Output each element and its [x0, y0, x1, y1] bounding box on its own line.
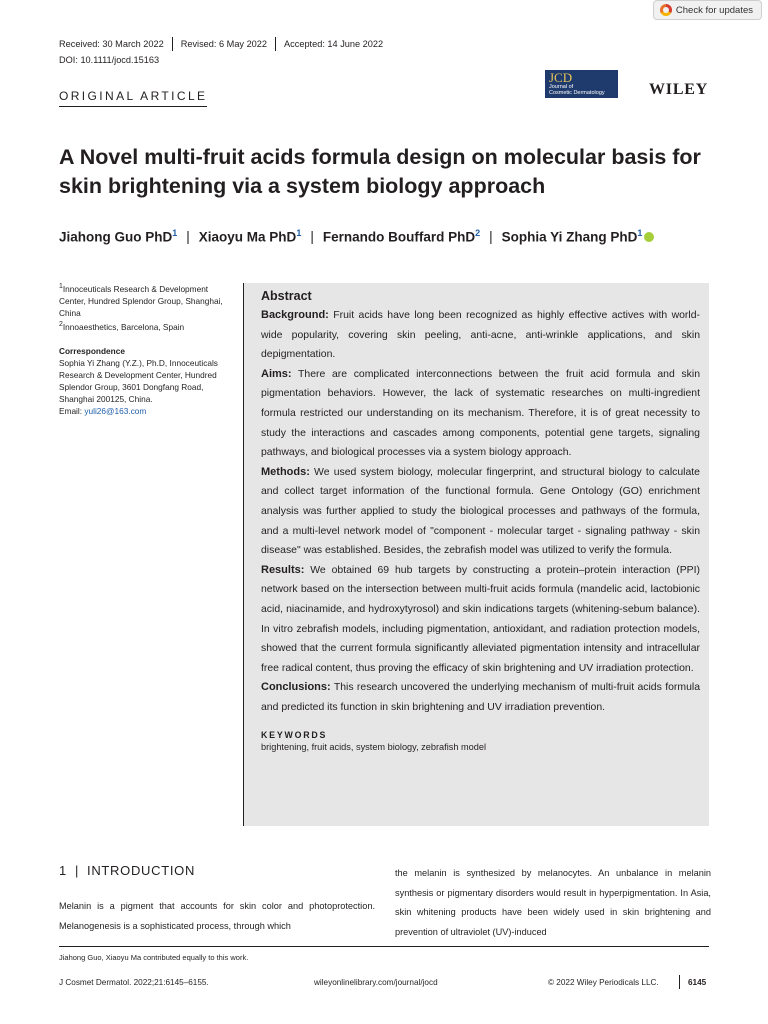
paper-title: A Novel multi-fruit acids formula design on molecular basis for skin brightening via a system biology approach [59, 145, 701, 198]
author[interactable]: Fernando Bouffard PhD$^2$ [322, 228, 481, 245]
page-number: 6145 [688, 978, 707, 987]
doi[interactable]: DOI: 10.1111/jocd.15163 [59, 55, 160, 65]
copyright: © 2022 Wiley Periodicals LLC. [548, 978, 659, 987]
history-dates [59, 37, 383, 51]
crossmark-icon [660, 4, 672, 16]
publisher-logo[interactable]: WILEY [649, 81, 709, 98]
correspondence-text: Sophia Yi Zhang (Y.Z.), Ph.D, Innoceuticals Research & Development Center, Hundred Splendor Group, 3601 Dongfang Road, Shanghai 200125, China. [59, 357, 218, 404]
journal-logo[interactable]: JCD Journal of Cosmetic Dermatology [545, 70, 618, 98]
divider [172, 37, 173, 51]
abstract-aims: Aims: There are complicated interconnections between the fruit acid formula and skin pigmentation behaviors. However, the lack of systematic researches on multi-ingredient formula restricted our understanding on its mechanism. Therefore, it is of great necessity to study the interactions and cascades among components, potential gene targets, signaling pathways, and biological processes via a system biology approach. [261, 367, 700, 459]
article-type: ORIGINAL ARTICLE [59, 89, 207, 107]
affiliations [59, 281, 237, 417]
divider: | [186, 228, 190, 244]
footnote-rule [59, 946, 709, 947]
keywords-heading: KEYWORDS [261, 730, 328, 741]
correspondence-heading: Correspondence [59, 345, 125, 356]
abstract-background: Background: Fruit acids have long been recognized as highly effective actives with world-wide popularity, covering skin peeling, anti-acne, anti-wrinkle applications, and skin depigmentation. [261, 309, 700, 361]
author[interactable]: Xiaoyu Ma PhD$^1$ [198, 228, 302, 245]
author-list [59, 228, 654, 245]
keywords: brightening, fruit acids, system biology, zebrafish model [261, 742, 487, 753]
abstract-results: Results: We obtained 69 hub targets by constructing a protein–protein interaction (PPI) network based on the intersection between multi-fruit acids formula (mandelic acid, lactobionic acid, niacinamide, and hydroxytyrosol) and skin indications targets (whitening-sebum balance). In vitro zebrafish models, including pigmentation, antioxidant, and radiation protection models, showed that the current formula significantly alleviated pigmentation intensity and intracellular free radical content, thus proving the efficacy of skin brightening and UV irradiation protection. [261, 563, 700, 674]
citation: J Cosmet Dermatol. 2022;21:6145–6155. [59, 978, 209, 987]
divider [679, 975, 680, 989]
orcid-icon[interactable] [644, 232, 654, 242]
abstract-box [243, 283, 709, 826]
divider: | [310, 228, 314, 244]
author[interactable]: Sophia Yi Zhang PhD$^1$ [501, 228, 643, 245]
affiliation-1: $^1$Innoceuticals Research & Development Center, Hundred Splendor Group, Shanghai, China [59, 283, 223, 318]
received-date: Received: 30 March 2022 [59, 39, 164, 49]
section-heading-introduction: 1 | INTRODUCTION [59, 863, 196, 878]
abstract-conclusions: Conclusions: This research uncovered the underlying mechanism of multi-fruit acids formula and predicted its function in skin brightening and UV irradiation prevention. [261, 681, 700, 713]
affiliation-2: $^2$Innoaesthetics, Barcelona, Spain [59, 320, 185, 332]
journal-url[interactable]: wileyonlinelibrary.com/journal/jocd [314, 978, 438, 987]
abstract-methods: Methods: We used system biology, molecular fingerprint, and structural biology to calculate and collect target information of the functional formula. Gene Ontology (GO) enrichment analysis was further applied to study the biological processes and pathways of the formula, and a multi-level network model of "component - molecular target - signaling pathway - skin disease" was established. Besides, the zebrafish model was utilized to verify the formula. [261, 465, 700, 557]
check-for-updates-button[interactable] [653, 0, 762, 20]
body-text-left: Melanin is a pigment that accounts for skin color and photoprotection. Melanogenesis is a sophisticated process, through which [59, 901, 375, 931]
divider [275, 37, 276, 51]
correspondence-email: Email: yuli26@163.com [59, 405, 147, 416]
divider: | [489, 228, 493, 244]
accepted-date: Accepted: 14 June 2022 [284, 39, 384, 49]
email-link[interactable]: yuli26@163.com [84, 405, 147, 416]
abstract-heading: Abstract [261, 289, 312, 303]
body-text-right: the melanin is synthesized by melanocytes. An unbalance in melanin synthesis or pigmentary disorders would result in hyperpigmentation. In Asia, skin whitening products have been widely used in skin brightening and prevention of ultraviolet (UV)-induced [395, 868, 711, 937]
revised-date: Revised: 6 May 2022 [180, 39, 268, 49]
footnote: Jiahong Guo, Xiaoyu Ma contributed equally to this work. [59, 953, 249, 962]
author[interactable]: Jiahong Guo PhD$^1$ [59, 228, 178, 245]
check-for-updates-label: Check for updates [675, 4, 753, 16]
